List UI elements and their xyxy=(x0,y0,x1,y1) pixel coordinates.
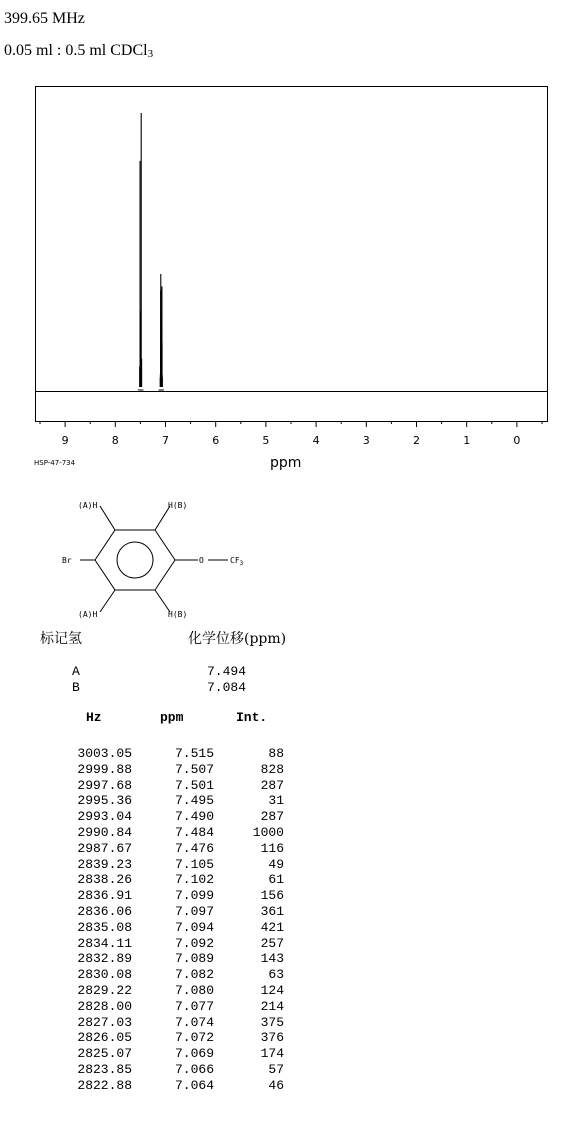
cell-ppm: 7.069 xyxy=(174,1046,214,1062)
label-cf3-sub: 3 xyxy=(239,560,244,567)
table-row xyxy=(0,904,570,920)
label-br: Br xyxy=(62,556,72,565)
aromatic-circle xyxy=(117,542,153,578)
table-row xyxy=(0,746,570,762)
cell-hz: 2990.84 xyxy=(77,824,132,840)
cell-int: 88 xyxy=(268,746,284,761)
assignment-row xyxy=(0,664,570,680)
cell-ppm: 7.102 xyxy=(174,872,214,888)
table-row xyxy=(0,1078,570,1094)
cell-hz: 2825.07 xyxy=(77,1046,132,1062)
cell-int: 421 xyxy=(260,919,284,935)
table-row xyxy=(0,920,570,936)
x-tick-label: 7 xyxy=(162,434,170,447)
cell-hz: 2838.26 xyxy=(77,872,132,888)
table-row xyxy=(0,1062,570,1078)
table-row xyxy=(0,778,570,794)
cell-int: 287 xyxy=(260,809,284,825)
cell-ppm: 7.484 xyxy=(174,824,214,840)
spectrometer-frequency: 399.65 MHz xyxy=(4,10,85,27)
peak-group xyxy=(138,113,164,390)
molecule-structure xyxy=(60,490,320,620)
x-tick-label: 1 xyxy=(463,434,471,447)
cell-int: 156 xyxy=(260,888,284,904)
cell-int: 116 xyxy=(260,840,284,856)
cell-int: 124 xyxy=(260,982,284,998)
cell-hz: 2828.00 xyxy=(77,998,132,1014)
cell-int: 57 xyxy=(268,1061,284,1077)
bond-ha-top xyxy=(100,506,115,530)
solvent-subscript: 3 xyxy=(147,48,154,60)
cell-ppm: 7.072 xyxy=(174,1030,214,1046)
table-row xyxy=(0,872,570,888)
x-tick-label: 2 xyxy=(412,434,420,447)
x-tick-label: 9 xyxy=(61,434,69,447)
table-row xyxy=(0,793,570,809)
cell-int: 46 xyxy=(268,1077,284,1093)
cell-ppm: 7.074 xyxy=(174,1014,214,1030)
table-row xyxy=(0,967,570,983)
cell-int: 361 xyxy=(260,903,284,919)
cell-ppm: 7.105 xyxy=(174,856,214,872)
cell-ppm: 7.099 xyxy=(174,888,214,904)
cell-ppm: 7.501 xyxy=(174,777,214,793)
label-hb-top: H(B) xyxy=(168,501,188,510)
cell-int: 257 xyxy=(260,935,284,951)
cell-hz: 2826.05 xyxy=(77,1030,132,1046)
benzene-ring xyxy=(95,530,175,590)
table-row xyxy=(0,888,570,904)
table-row xyxy=(0,825,570,841)
cell-hz: 2987.67 xyxy=(77,840,132,856)
cell-int: 287 xyxy=(260,777,284,793)
table-row xyxy=(0,936,570,952)
x-tick-label: 5 xyxy=(262,434,270,447)
table-row xyxy=(0,809,570,825)
cell-hz: 2839.23 xyxy=(77,856,132,872)
table-row xyxy=(0,1015,570,1031)
cell-ppm: 7.077 xyxy=(174,998,214,1014)
cell-int: 49 xyxy=(268,856,284,872)
nmr-spectrum-chart xyxy=(0,0,570,460)
cell-ppm: 7.094 xyxy=(174,919,214,935)
x-axis-tick-labels xyxy=(62,434,521,447)
solvent-text: 0.05 ml : 0.5 ml CDCl xyxy=(4,42,148,59)
assignment-shift: 7.494 xyxy=(207,664,247,679)
assignment-shift: 7.084 xyxy=(207,680,247,695)
x-tick-label: 4 xyxy=(312,434,320,447)
peak-header-ppm: ppm xyxy=(160,710,184,725)
plot-frame xyxy=(36,87,548,422)
bond-ha-bottom xyxy=(100,590,115,612)
cell-hz: 2822.88 xyxy=(77,1077,132,1093)
cell-int: 143 xyxy=(260,951,284,967)
cell-int: 174 xyxy=(260,1046,284,1062)
cell-ppm: 7.495 xyxy=(174,793,214,809)
cell-int: 63 xyxy=(268,967,284,983)
cell-hz: 2823.85 xyxy=(77,1061,132,1077)
table-row xyxy=(0,762,570,778)
peak-table xyxy=(0,746,570,1094)
cell-ppm: 7.080 xyxy=(174,982,214,998)
cell-int: 828 xyxy=(260,761,284,777)
assignment-label: A xyxy=(72,664,80,679)
x-axis-ticks xyxy=(40,421,542,427)
label-cf3 xyxy=(230,556,244,567)
table-row xyxy=(0,841,570,857)
bond-hb-bottom xyxy=(155,590,170,612)
x-tick-label: 3 xyxy=(362,434,370,447)
label-o: O xyxy=(199,556,204,565)
label-ha-bottom: (A)H xyxy=(78,610,98,619)
cell-hz: 2835.08 xyxy=(77,919,132,935)
cell-ppm: 7.097 xyxy=(174,903,214,919)
cell-hz: 2993.04 xyxy=(77,809,132,825)
cell-hz: 2830.08 xyxy=(77,967,132,983)
cell-ppm: 7.515 xyxy=(174,746,214,761)
cell-hz: 2834.11 xyxy=(77,935,132,951)
table-row xyxy=(0,999,570,1015)
cell-ppm: 7.476 xyxy=(174,840,214,856)
cell-int: 376 xyxy=(260,1030,284,1046)
label-ha-top: (A)H xyxy=(78,501,98,510)
cell-hz: 2832.89 xyxy=(77,951,132,967)
peak-header-int: Int. xyxy=(236,710,268,725)
table-row xyxy=(0,951,570,967)
assignment-header-label: 标记氢 xyxy=(40,631,82,647)
cell-int: 1000 xyxy=(252,824,284,840)
peak-header-hz: Hz xyxy=(86,710,102,725)
cell-ppm: 7.064 xyxy=(174,1077,214,1093)
assignment-table xyxy=(0,664,570,696)
assignment-header-shift: 化学位移(ppm) xyxy=(188,631,287,647)
label-hb-bottom: H(B) xyxy=(168,610,188,619)
x-tick-label: 8 xyxy=(111,434,119,447)
table-row xyxy=(0,1030,570,1046)
cell-hz: 2836.91 xyxy=(77,888,132,904)
cell-int: 375 xyxy=(260,1014,284,1030)
cell-hz: 2827.03 xyxy=(77,1014,132,1030)
x-axis-label: ppm xyxy=(270,455,302,471)
cell-hz: 2999.88 xyxy=(77,761,132,777)
spectrum-id: HSP-47-734 xyxy=(34,459,76,467)
cell-ppm: 7.082 xyxy=(174,967,214,983)
cell-hz: 2836.06 xyxy=(77,903,132,919)
cell-ppm: 7.089 xyxy=(174,951,214,967)
cell-ppm: 7.092 xyxy=(174,935,214,951)
cell-ppm: 7.507 xyxy=(174,761,214,777)
table-row xyxy=(0,1046,570,1062)
x-tick-label: 0 xyxy=(513,434,521,447)
cell-int: 61 xyxy=(268,872,284,888)
cell-hz: 3003.05 xyxy=(77,746,132,761)
cell-hz: 2829.22 xyxy=(77,982,132,998)
cell-ppm: 7.490 xyxy=(174,809,214,825)
cell-hz: 2995.36 xyxy=(77,793,132,809)
cell-hz: 2997.68 xyxy=(77,777,132,793)
assignment-row xyxy=(0,680,570,696)
table-row xyxy=(0,857,570,873)
cell-ppm: 7.066 xyxy=(174,1061,214,1077)
assignment-label: B xyxy=(72,680,80,695)
cell-int: 214 xyxy=(260,998,284,1014)
label-cf3-text: CF xyxy=(230,556,240,565)
x-tick-label: 6 xyxy=(212,434,220,447)
cell-int: 31 xyxy=(268,793,284,809)
table-row xyxy=(0,983,570,999)
